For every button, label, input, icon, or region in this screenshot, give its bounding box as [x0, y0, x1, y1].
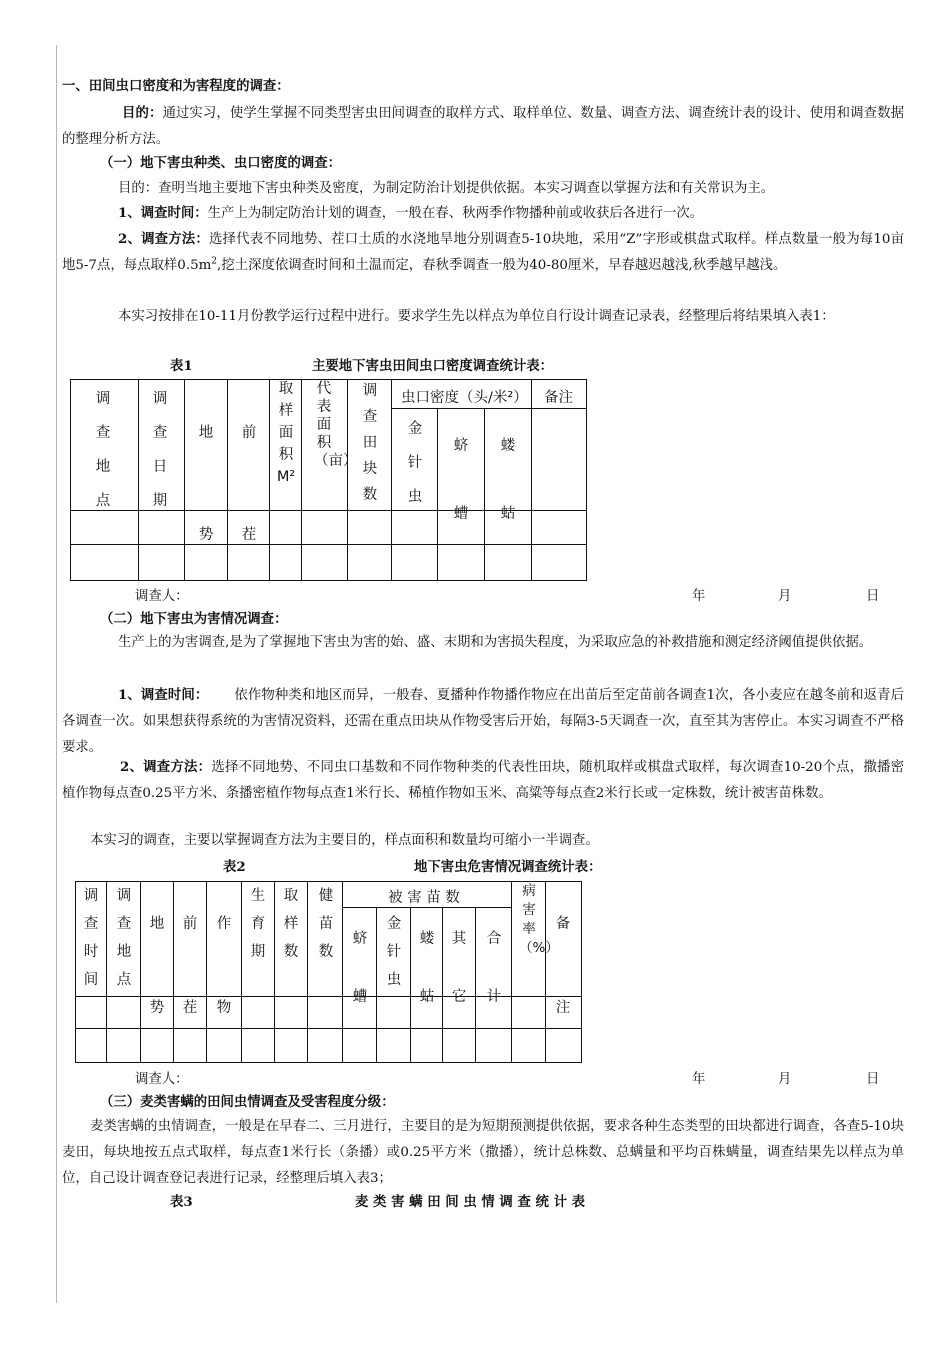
sec1-practice-text: 本实习按排在10-11月份教学运行过程中进行。要求学生先以样点为单位自行设计调查记录表，经整理后将结果填入表1：	[118, 309, 835, 324]
t2-day: 日	[866, 1072, 880, 1087]
t1-col-terrain: 地势	[198, 425, 214, 543]
t2-group-damaged: 被 害 苗 数	[388, 890, 460, 906]
t2-col-remark: 备注	[555, 916, 571, 1016]
t2-col-healthy: 健苗数	[318, 888, 334, 960]
sec1-method-text-b: ,挖土深度依调查时间和土温而定，春秋季调查一般为40-80厘米，早春越迟越浅,秋季越早越浅。	[217, 258, 787, 273]
t2-sub-wireworm: 金针虫	[386, 916, 402, 988]
t2-col-crop: 作物	[216, 916, 232, 1016]
t1-sub-wireworm: 金针虫	[407, 421, 423, 505]
table2-title: 地下害虫危害情况调查统计表：	[414, 859, 602, 875]
t2-col-rate: 病害率（%）	[519, 883, 559, 956]
table2-label: 表2	[223, 859, 246, 875]
table3-label: 表3	[170, 1194, 193, 1210]
table1-label: 表1	[170, 358, 193, 374]
sec1-practice	[62, 304, 904, 330]
t2-surveyor: 调查人：	[135, 1072, 189, 1087]
t1-sub-grub: 蛴螬	[453, 438, 469, 522]
sec2-method-label: 2、调查方法：	[120, 759, 212, 775]
sec2-title: （二）地下害虫为害情况调查：	[100, 611, 288, 627]
purpose-paragraph	[62, 100, 904, 153]
table3-title: 麦 类 害 螨 田 间 虫 情 调 查 统 计 表	[355, 1194, 586, 1210]
sec1-method-sup: 2	[211, 256, 218, 267]
sec1-time-label: 1、调查时间：	[118, 205, 208, 221]
t2-sub-total: 合计	[486, 931, 502, 1005]
t2-col-previous-crop: 前茬	[182, 916, 198, 1016]
sec2-intro-text: 生产上的为害调查,是为了掌握地下害虫为害的始、盛、末期和为害损失程度，为采取应急的补救措施和测定经济阈值提供依据。	[118, 635, 873, 650]
sec2-intro	[62, 630, 904, 656]
table2	[75, 881, 582, 1063]
t2-sub-other: 其它	[451, 931, 467, 1005]
sec3-title: （三）麦类害螨的田间虫情调查及受害程度分级：	[100, 1094, 395, 1110]
purpose-label: 目的：	[122, 105, 163, 121]
sec2-time-label: 1、调查时间：	[118, 687, 209, 703]
t1-sub-mole-cricket: 蝼蛄	[500, 438, 516, 522]
sec3-paragraph	[62, 1114, 904, 1192]
t1-year: 年	[692, 589, 706, 604]
sec2-time	[62, 682, 904, 761]
table1	[70, 379, 587, 581]
sec1-purpose-text: 目的：查明当地主要地下害虫种类及密度，为制定防治计划提供依据。本实习调查以掌握方法和有关常识为主。	[118, 181, 775, 196]
t1-col-rep-area: 代表面积（亩）	[314, 381, 358, 469]
t2-col-growth-stage: 生育期	[250, 888, 266, 960]
sec2-method	[62, 754, 904, 807]
sec3-text: 麦类害螨的虫情调查，一般是在早春二、三月进行，主要目的是为短期预测提供依据，要求各种生态类型的田块都进行调查，各查5-10块麦田，每块地按五点式取样，每点查1米行长（条播）或0.25平方米（撒播），统计总株数、总螨量和平均百株螨量，调查结果先以样点为单位，自己设计调查登记表进行记录，经整理后填入表3；	[62, 1119, 904, 1186]
t1-surveyor: 调查人：	[135, 589, 189, 604]
sec1-method-label: 2、调查方法：	[118, 231, 209, 247]
sec1-method-text-a: 选择代表不同地势、茬口土质的水浇地旱地分别调查5-10块地，采用“Z”字形或棋盘式取样。样点数量一般为每10亩地5-7点，每点取样0.5m	[62, 232, 904, 273]
t2-col-sample-count: 取样数	[283, 888, 299, 960]
table1-title: 主要地下害虫田间虫口密度调查统计表：	[312, 358, 554, 374]
page-margin-line	[56, 45, 57, 1303]
purpose-text: 通过实习，使学生掌握不同类型害虫田间调查的取样方式、取样单位、数量、调查方法、调查统计表的设计、使用和调查数据的整理分析方法。	[62, 106, 904, 147]
sec2-practice-text: 本实习的调查，主要以掌握调查方法为主要目的，样点面积和数量均可缩小一半调查。	[90, 833, 599, 848]
sec2-time-text: 依作物种类和地区而异，一般春、夏播种作物播作物应在出苗后至定苗前各调查1次，各小麦应在越冬前和返青后各调查一次。如果想获得系统的为害情况资料，还需在重点田块从作物受害后开始，每隔3-5天调查一次，直至其为害停止。本实习调查不严格要求。	[62, 688, 904, 755]
t1-day: 日	[866, 589, 880, 604]
t2-month: 月	[778, 1072, 792, 1087]
sec2-method-text: 选择不同地势、不同虫口基数和不同作物种类的代表性田块，随机取样或棋盘式取样，每次调查10-20个点，撒播密植作物每点查0.25平方米、条播密植作物每点查1米行长、稀植作物如玉米、高粱等每点查2米行长或一定株数，统计被害苗株数。	[62, 760, 904, 801]
t1-col-remark: 备注	[544, 390, 573, 406]
t1-group-density: 虫口密度（头/米²）	[401, 390, 528, 406]
sec1-time-text: 生产上为制定防治计划的调查，一般在春、秋两季作物播种前或收获后各进行一次。	[207, 206, 704, 221]
t2-sub-mole-cricket: 蝼蛄	[419, 931, 435, 1005]
t2-year: 年	[692, 1072, 706, 1087]
t1-col-survey-date: 调查日期	[152, 391, 168, 509]
sec1-title: （一）地下害虫种类、虫口密度的调查：	[100, 155, 342, 171]
sec1-time	[62, 200, 904, 227]
t2-sub-grub: 蛴螬	[352, 931, 368, 1005]
t2-col-site: 调查地点	[116, 888, 132, 988]
t1-col-field-count: 调查田块数	[362, 383, 378, 503]
t2-col-time: 调查时间	[83, 888, 99, 988]
section-heading: 一、田间虫口密度和为害程度的调查：	[62, 78, 290, 94]
sec1-method	[62, 226, 904, 279]
t2-col-terrain: 地势	[149, 916, 165, 1016]
t1-col-previous-crop: 前茬	[241, 425, 257, 543]
t1-col-sample-area: 取样面积M²	[276, 381, 296, 485]
t1-col-survey-site: 调查地点	[95, 391, 111, 509]
t1-month: 月	[778, 589, 792, 604]
sec1-purpose	[62, 176, 904, 202]
t1-remark-body	[532, 409, 586, 511]
sec2-practice	[62, 828, 904, 854]
